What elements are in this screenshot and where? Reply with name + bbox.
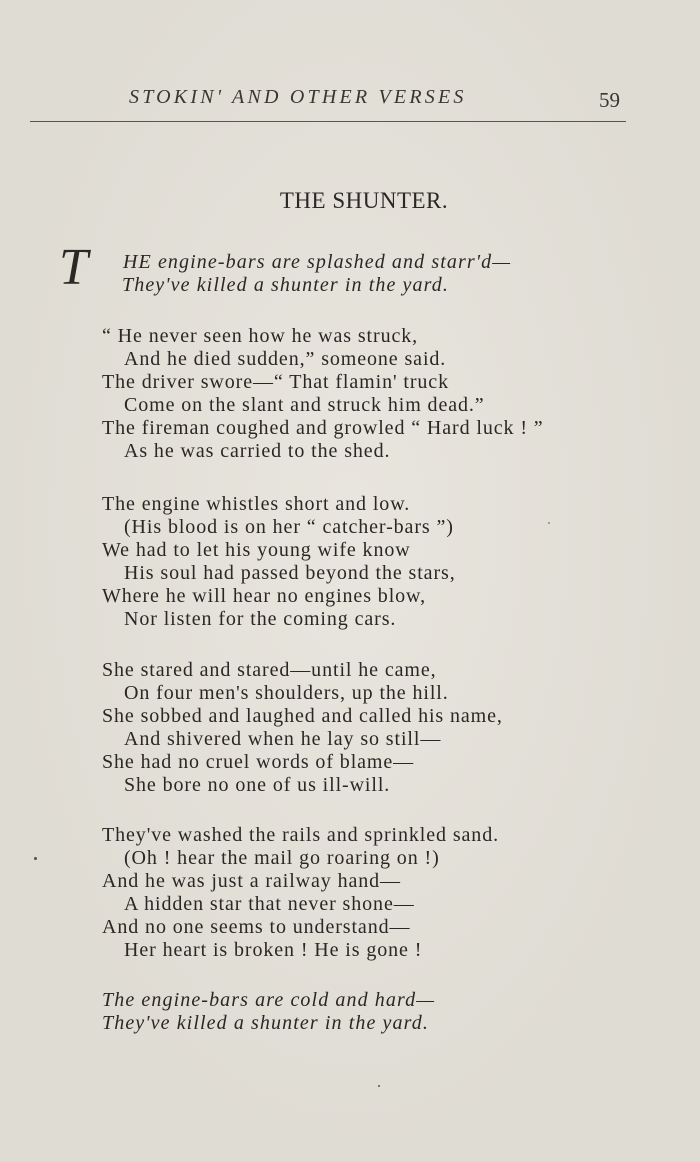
stanza-2-line-3: We had to let his young wife know	[102, 539, 411, 561]
closing-line-2: They've killed a shunter in the yard.	[102, 1012, 429, 1034]
page-number: 59	[599, 88, 620, 112]
poem-title-text: THE SHUNTER.	[279, 188, 449, 213]
stanza-4-line-2: (Oh ! hear the mail go roaring on !)	[124, 847, 440, 869]
stanza-4-line-4: A hidden star that never shone—	[124, 893, 415, 915]
stanza-1-line-1: “ He never seen how he was struck,	[102, 325, 419, 347]
stanza-4-line-5: And no one seems to understand—	[102, 916, 411, 938]
stanza-3-line-2: On four men's shoulders, up the hill.	[124, 682, 449, 704]
running-title: STOKIN' AND OTHER VERSES	[129, 86, 467, 108]
stanza-2-line-6: Nor listen for the coming cars.	[124, 608, 397, 630]
stanza-3-line-6: She bore no one of us ill-will.	[124, 774, 391, 796]
stanza-1-line-4: Come on the slant and struck him dead.”	[124, 394, 485, 416]
stanza-4-line-1: They've washed the rails and sprinkled sand.	[102, 824, 499, 846]
print-speck	[378, 1085, 380, 1087]
stanza-3-line-5: She had no cruel words of blame—	[102, 751, 415, 773]
stanza-2-line-4: His soul had passed beyond the stars,	[124, 562, 456, 584]
print-speck	[548, 522, 550, 524]
stanza-3-line-3: She sobbed and laughed and called his name,	[102, 705, 503, 727]
print-speck	[34, 857, 37, 860]
stanza-1-line-3: The driver swore—“ That flamin' truck	[102, 371, 449, 393]
stanza-1-line-5: The fireman coughed and growled “ Hard luck ! ”	[102, 417, 544, 439]
drop-cap: T	[59, 239, 88, 296]
stanza-4-line-3: And he was just a railway hand—	[102, 870, 401, 892]
stanza-2-line-1: The engine whistles short and low.	[102, 493, 411, 515]
stanza-1-line-2: And he died sudden,” someone said.	[124, 348, 447, 370]
stanza-3-line-4: And shivered when he lay so still—	[124, 728, 442, 750]
stanza-2-line-2: (His blood is on her “ catcher-bars ”)	[124, 516, 454, 538]
stanza-1-line-6: As he was carried to the shed.	[124, 440, 391, 462]
opening-line-2: They've killed a shunter in the yard.	[122, 274, 449, 296]
stanza-2-line-5: Where he will hear no engines blow,	[102, 585, 426, 607]
poem-title	[0, 188, 700, 214]
closing-line-1: The engine-bars are cold and hard—	[102, 989, 436, 1011]
stanza-3-line-1: She stared and stared—until he came,	[102, 659, 437, 681]
header-rule	[30, 121, 626, 122]
opening-line-1: HE engine-bars are splashed and starr'd—	[123, 251, 512, 273]
stanza-4-line-6: Her heart is broken ! He is gone !	[124, 939, 423, 961]
